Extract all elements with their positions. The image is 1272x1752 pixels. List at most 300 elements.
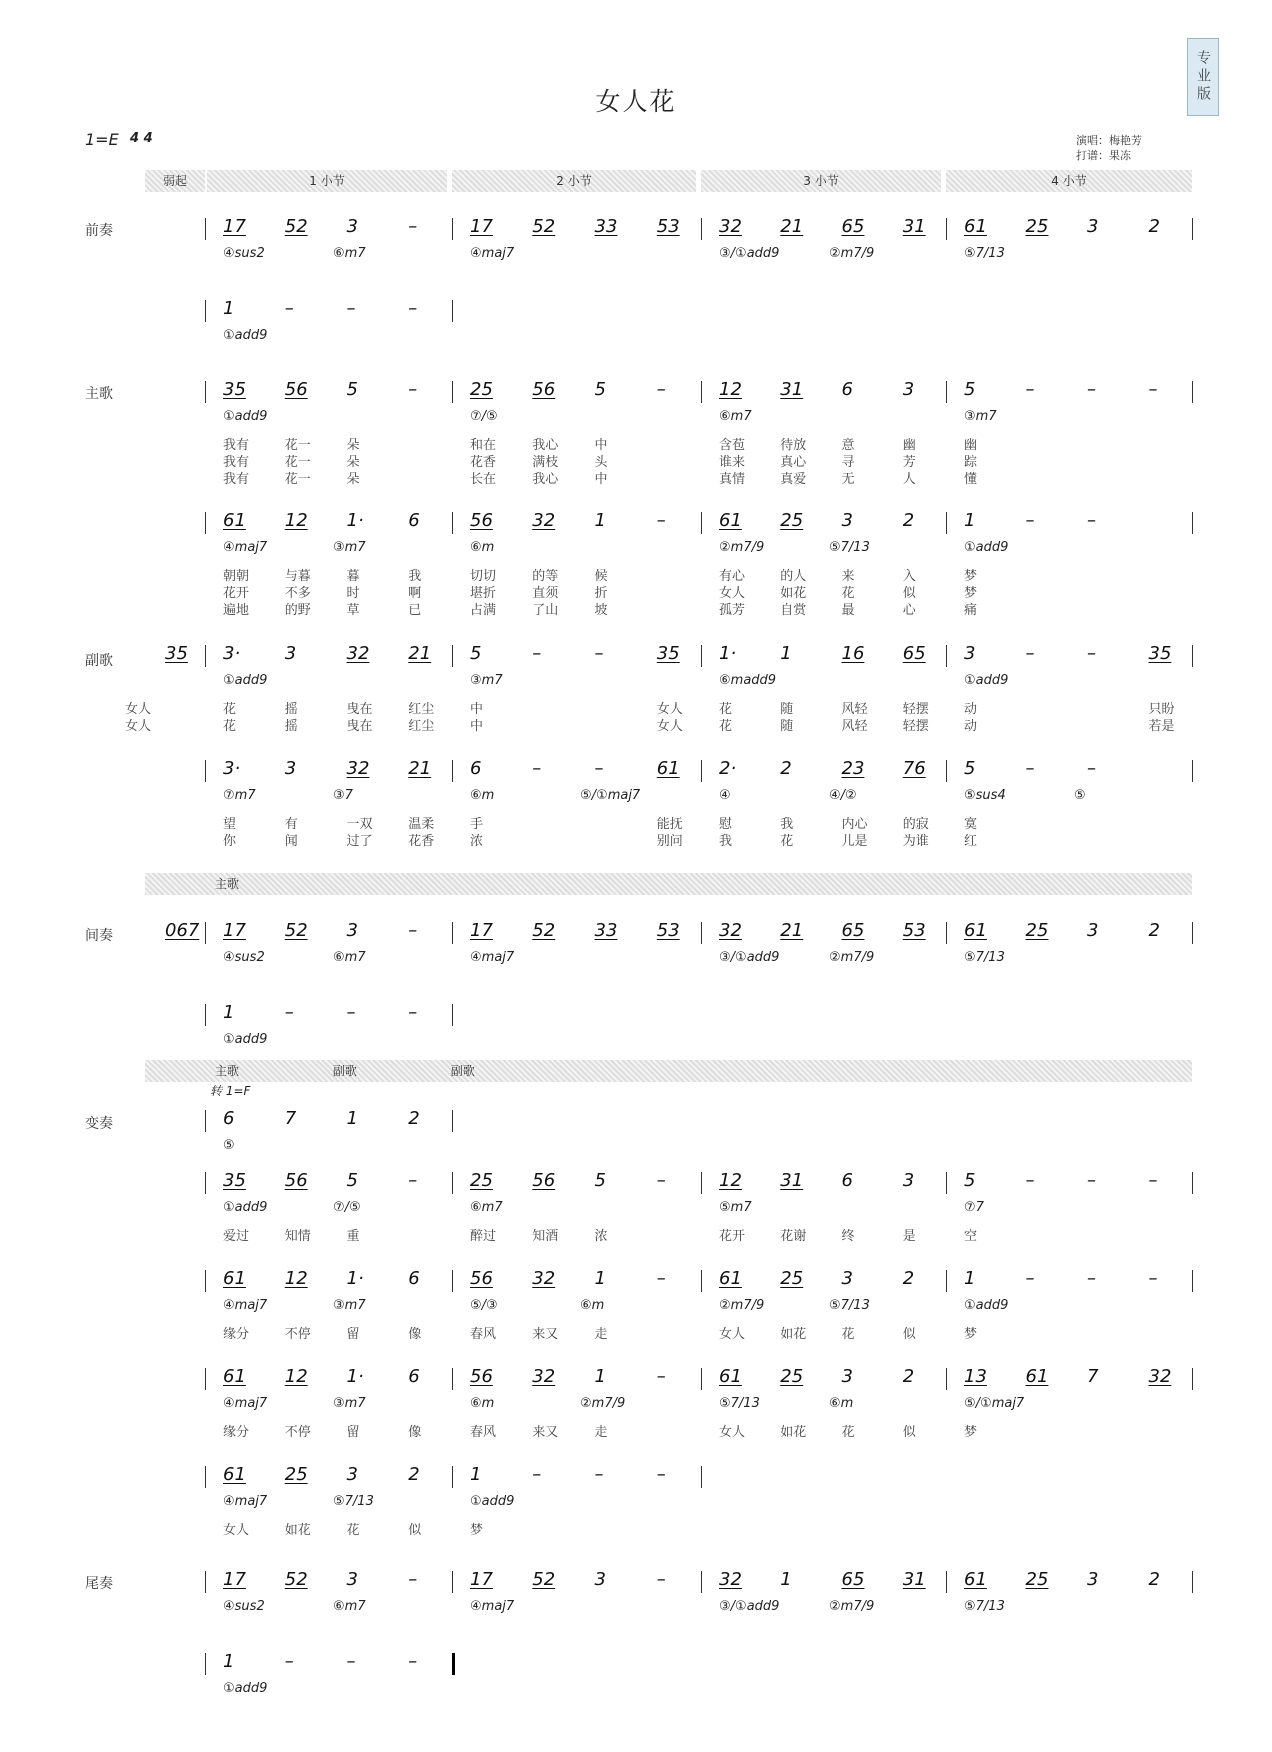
- bar-line: [205, 300, 206, 322]
- note: –: [408, 298, 418, 319]
- chord-symbol: ③m7: [333, 540, 366, 555]
- chord-symbol: ⑤7/13: [964, 950, 1005, 965]
- note: 65: [841, 216, 865, 237]
- lyric: 我有: [223, 472, 250, 487]
- lyric: 儿是: [841, 834, 868, 849]
- bar-line: [1192, 1368, 1193, 1390]
- chord-symbol: ⑤7/13: [719, 1396, 760, 1411]
- chord-symbol: ④maj7: [470, 1599, 515, 1614]
- note: –: [1087, 510, 1096, 531]
- lyric: 摇: [284, 719, 298, 734]
- lyric: 一双: [346, 817, 373, 832]
- lyric: 长在: [470, 472, 497, 487]
- lyric: 我有: [223, 438, 250, 453]
- lyric: 不停: [284, 1327, 311, 1342]
- lyric: 不停: [284, 1425, 311, 1440]
- note: 31: [902, 216, 926, 237]
- note: 5: [964, 1170, 976, 1191]
- note: 1: [964, 1268, 976, 1289]
- lyric: 的人: [780, 569, 807, 584]
- lyric: 花: [841, 1425, 855, 1440]
- lyric: 人: [902, 472, 916, 487]
- chord-symbol: ②m7/9: [829, 246, 875, 261]
- bar-line: [946, 381, 947, 403]
- note: –: [1087, 1268, 1096, 1289]
- lyric: 我: [719, 834, 733, 849]
- note: 5: [470, 643, 482, 664]
- chord-symbol: ⑤/①maj7: [580, 788, 641, 803]
- note: 6: [841, 379, 853, 400]
- note: 1: [594, 510, 606, 531]
- lyric: 缘分: [223, 1425, 250, 1440]
- bar-line: [205, 218, 206, 240]
- note: 32: [532, 510, 556, 531]
- note: –: [656, 1170, 666, 1191]
- lyric: 的寂: [902, 817, 929, 832]
- note: –: [1025, 1170, 1035, 1191]
- lyric: 满枝: [532, 455, 559, 470]
- bar-line: [205, 1466, 206, 1488]
- note: 5: [594, 379, 606, 400]
- lyric: 女人: [223, 1523, 250, 1538]
- bar-line: [452, 922, 453, 944]
- lyric: 朵: [346, 472, 360, 487]
- lyric: 踪: [964, 455, 978, 470]
- lyric: 随: [780, 719, 794, 734]
- chord-symbol: ②m7/9: [580, 1396, 626, 1411]
- performer: 演唱：梅艳芳: [1076, 134, 1142, 147]
- note: 1: [346, 1108, 358, 1129]
- lyric: 梦: [470, 1523, 484, 1538]
- note: 52: [532, 1569, 556, 1590]
- note: 32: [346, 643, 370, 664]
- bar-line: [701, 1172, 702, 1194]
- note: –: [284, 1002, 294, 1023]
- note: 12: [719, 1170, 742, 1191]
- note: –: [1025, 379, 1035, 400]
- note: 1: [780, 643, 792, 664]
- note: 5: [594, 1170, 606, 1191]
- note: 32: [719, 920, 742, 941]
- note: 25: [470, 1170, 493, 1191]
- note: 33: [594, 920, 618, 941]
- note: 35: [1148, 643, 1172, 664]
- key-signature: 1=E: [85, 130, 119, 149]
- lyric: 草: [346, 603, 360, 618]
- lyric: 知情: [284, 1229, 311, 1244]
- note: 6: [470, 758, 482, 779]
- lyric: 真心: [780, 455, 807, 470]
- note: 3: [346, 1464, 358, 1485]
- lyric: 芳: [902, 455, 916, 470]
- chord-symbol: ③m7: [333, 1396, 366, 1411]
- bar-line: [452, 300, 453, 322]
- time-signature: 4 4: [130, 131, 153, 146]
- lyric: 意: [841, 438, 855, 453]
- lyric: 不多: [284, 586, 311, 601]
- chord-symbol: ⑤: [1074, 788, 1086, 803]
- chord-symbol: ②m7/9: [829, 950, 875, 965]
- section-label-chorus: 副歌: [85, 653, 113, 669]
- chord-symbol: ③m7: [470, 673, 503, 688]
- section-label-variation: 变奏: [85, 1116, 113, 1132]
- bar-line: [1192, 512, 1193, 534]
- section-label-verse: 主歌: [85, 386, 113, 402]
- chord-symbol: ④maj7: [470, 950, 515, 965]
- modulation-mark: 转 1=F: [210, 1084, 251, 1098]
- note: 56: [532, 379, 556, 400]
- note: 3·: [223, 758, 241, 779]
- lyric: 为谁: [902, 834, 929, 849]
- lyric: 女人: [719, 586, 746, 601]
- bar-line: [452, 1653, 455, 1675]
- lyric: 能抚: [656, 817, 683, 832]
- chord-symbol: ④sus2: [223, 950, 265, 965]
- note: 17: [223, 920, 246, 941]
- note: 2: [902, 510, 915, 531]
- lyric: 无: [841, 472, 855, 487]
- note: –: [408, 216, 418, 237]
- chord-symbol: ②m7/9: [719, 540, 765, 555]
- note: 61: [223, 1464, 246, 1485]
- lyric: 幽: [902, 438, 916, 453]
- note: 2: [408, 1464, 420, 1485]
- note: 53: [902, 920, 926, 941]
- note: –: [1087, 379, 1096, 400]
- chord-symbol: ④maj7: [470, 246, 515, 261]
- note: –: [1148, 1170, 1158, 1191]
- chord-symbol: ⑦7: [964, 1200, 984, 1215]
- note: 17: [470, 1569, 493, 1590]
- lyric: 动: [964, 719, 978, 734]
- note: –: [1087, 758, 1096, 779]
- bar-line: [452, 1571, 453, 1593]
- chord-symbol: ⑥m7: [333, 950, 366, 965]
- chord-symbol: ⑥m: [470, 788, 495, 803]
- lyric: 女人: [656, 719, 683, 734]
- lyric: 闻: [284, 834, 298, 849]
- bar-line: [701, 512, 702, 534]
- note: –: [1148, 379, 1158, 400]
- note: 17: [470, 216, 493, 237]
- lyric: 花谢: [780, 1229, 807, 1244]
- note: 3·: [223, 643, 241, 664]
- lyric: 留: [346, 1425, 360, 1440]
- song-title: 女人花: [595, 87, 677, 116]
- lyric: 自赏: [780, 603, 807, 618]
- chord-symbol: ①add9: [964, 1298, 1009, 1313]
- note: –: [656, 1569, 666, 1590]
- bar-line: [946, 1172, 947, 1194]
- note: 1: [780, 1569, 792, 1590]
- bar-line: [701, 760, 702, 782]
- note: 33: [594, 216, 618, 237]
- lyric: 终: [841, 1229, 855, 1244]
- lyric: 我有: [223, 455, 250, 470]
- bar-line: [701, 1270, 702, 1292]
- note: 3: [346, 920, 358, 941]
- note: 5: [964, 379, 976, 400]
- lyric: 中: [470, 719, 484, 734]
- note: 52: [532, 216, 556, 237]
- note: –: [408, 1002, 418, 1023]
- note: 1·: [346, 1366, 364, 1387]
- chord-symbol: ④/②: [829, 788, 857, 803]
- note: 2: [780, 758, 792, 779]
- chord-symbol: ③7: [333, 788, 353, 803]
- lyric: 如花: [284, 1523, 311, 1538]
- bar-line: [452, 645, 453, 667]
- lyric: 只盼: [1148, 702, 1175, 717]
- lyric: 痛: [964, 603, 978, 618]
- bar-line: [1192, 760, 1193, 782]
- note: 3: [1087, 920, 1099, 941]
- note: 56: [532, 1170, 556, 1191]
- note: –: [656, 1464, 666, 1485]
- lyric: 浓: [470, 834, 484, 849]
- note: 52: [532, 920, 556, 941]
- lyric: 女人: [125, 719, 152, 734]
- lyric: 走: [594, 1425, 608, 1440]
- note: –: [532, 1464, 542, 1485]
- chord-symbol: ⑤7/13: [964, 246, 1005, 261]
- note: 61: [656, 758, 680, 779]
- bar-line: [946, 1571, 947, 1593]
- bar-line: [205, 1110, 206, 1132]
- bar-line: [1192, 1270, 1193, 1292]
- chord-symbol: ①add9: [223, 1681, 268, 1696]
- lyric: 花一: [284, 455, 311, 470]
- note: 6: [223, 1108, 235, 1129]
- lyric: 像: [408, 1327, 422, 1342]
- note: –: [408, 920, 418, 941]
- section-label-outro: 尾奏: [85, 1576, 113, 1592]
- note: 17: [470, 920, 493, 941]
- note: 35: [223, 379, 246, 400]
- bar-line: [701, 1466, 702, 1488]
- note: –: [1025, 758, 1035, 779]
- note: –: [1025, 643, 1035, 664]
- lyric: 朵: [346, 438, 360, 453]
- lyric: 最: [841, 603, 855, 618]
- note: 7: [284, 1108, 297, 1129]
- lyric: 女人: [719, 1425, 746, 1440]
- bar-line: [1192, 381, 1193, 403]
- lyric: 花: [346, 1523, 360, 1538]
- lyric: 头: [594, 455, 608, 470]
- note: 1: [594, 1366, 606, 1387]
- chord-symbol: ③/①add9: [719, 950, 780, 965]
- bar-line: [701, 381, 702, 403]
- section-label-interlude: 间奏: [85, 928, 113, 944]
- lyric: 手: [470, 817, 484, 832]
- note: 3: [841, 1268, 853, 1289]
- note: 61: [223, 510, 246, 531]
- chord-symbol: ⑥m7: [719, 409, 752, 424]
- bar-line: [701, 922, 702, 944]
- note: 61: [719, 510, 742, 531]
- lyric: 春风: [470, 1327, 497, 1342]
- note: 25: [470, 379, 493, 400]
- note: 3: [346, 1569, 358, 1590]
- chord-symbol: ①add9: [964, 673, 1009, 688]
- note: 25: [1025, 920, 1049, 941]
- note: 12: [284, 1268, 308, 1289]
- chord-symbol: ④sus2: [223, 246, 265, 261]
- lyric: 浓: [594, 1229, 608, 1244]
- lyric: 醉过: [470, 1229, 497, 1244]
- note: 2·: [719, 758, 737, 779]
- lyric: 春风: [470, 1425, 497, 1440]
- lyric: 若是: [1148, 719, 1175, 734]
- note: –: [284, 1651, 294, 1672]
- note: 32: [346, 758, 370, 779]
- lyric: 温柔: [408, 817, 435, 832]
- lyric: 寞: [964, 817, 978, 832]
- lyric: 摇: [284, 702, 298, 717]
- note: 3: [841, 510, 853, 531]
- note: 21: [780, 920, 804, 941]
- note: 067: [165, 920, 200, 941]
- lyric: 谁来: [719, 455, 746, 470]
- lyric: 曳在: [346, 702, 373, 717]
- lyric: 内心: [841, 817, 868, 832]
- note: 2: [902, 1366, 915, 1387]
- bar-line: [452, 1270, 453, 1292]
- note: 35: [223, 1170, 246, 1191]
- bar-line: [1192, 922, 1193, 944]
- note: –: [1025, 510, 1035, 531]
- note: 32: [532, 1268, 556, 1289]
- note: 56: [470, 1268, 493, 1289]
- note: 31: [780, 1170, 804, 1191]
- note: 23: [841, 758, 865, 779]
- lyric: 花: [719, 719, 733, 734]
- note: 65: [902, 643, 926, 664]
- note: 2: [1148, 216, 1160, 237]
- lyric: 花一: [284, 438, 311, 453]
- note: 1: [594, 1268, 606, 1289]
- bar-line: [1192, 645, 1193, 667]
- lyric: 占满: [470, 603, 497, 618]
- band-label: 主歌: [215, 877, 240, 891]
- lyric: 红尘: [408, 719, 435, 734]
- chord-symbol: ④maj7: [223, 1396, 268, 1411]
- note: –: [594, 643, 604, 664]
- note: 3: [902, 379, 915, 400]
- note: 25: [780, 1268, 804, 1289]
- note: –: [346, 298, 356, 319]
- lyric: 坡: [594, 603, 608, 618]
- note: 32: [719, 1569, 742, 1590]
- note: 61: [1025, 1366, 1049, 1387]
- lyric: 如花: [780, 1425, 807, 1440]
- lyric: 来又: [532, 1425, 559, 1440]
- note: –: [284, 298, 294, 319]
- note: –: [346, 1651, 356, 1672]
- note: 1: [470, 1464, 482, 1485]
- bar-line: [701, 1368, 702, 1390]
- note: 1: [223, 1002, 235, 1023]
- lyric: 待放: [780, 438, 807, 453]
- chord-symbol: ③m7: [333, 1298, 366, 1313]
- bar-line: [205, 922, 206, 944]
- chord-symbol: ⑤7/13: [333, 1494, 374, 1509]
- note: –: [1025, 1268, 1035, 1289]
- lyric: 朵: [346, 455, 360, 470]
- lyric: 知酒: [532, 1229, 559, 1244]
- bar-line: [452, 1004, 453, 1026]
- note: 61: [223, 1268, 246, 1289]
- lyric: 懂: [964, 472, 978, 487]
- bar-line: [452, 381, 453, 403]
- section-label-prelude: 前奏: [85, 223, 113, 239]
- note: 56: [284, 379, 308, 400]
- bar-line: [452, 1172, 453, 1194]
- bar-line: [946, 760, 947, 782]
- band-label: 主歌: [215, 1064, 240, 1078]
- bar-line: [205, 645, 206, 667]
- chord-symbol: ⑤/①maj7: [964, 1396, 1025, 1411]
- note: 1·: [346, 1268, 364, 1289]
- note: 17: [223, 1569, 246, 1590]
- lyric: 过了: [346, 834, 373, 849]
- lyric: 花香: [470, 455, 497, 470]
- note: 32: [532, 1366, 556, 1387]
- lyric: 啊: [408, 586, 422, 601]
- bar-line: [205, 381, 206, 403]
- lyric: 遍地: [223, 603, 250, 618]
- note: 16: [841, 643, 865, 664]
- section-band-2: [145, 1060, 1192, 1082]
- chord-symbol: ⑦/⑤: [333, 1200, 361, 1215]
- bar-line: [452, 218, 453, 240]
- lyric: 含苞: [719, 438, 746, 453]
- note: 6: [841, 1170, 853, 1191]
- lyric: 女人: [125, 702, 152, 717]
- lyric: 入: [902, 569, 916, 584]
- chord-symbol: ③/①add9: [719, 246, 780, 261]
- chord-symbol: ③m7: [964, 409, 997, 424]
- chord-symbol: ⑤/③: [470, 1298, 498, 1313]
- lyric: 中: [594, 472, 608, 487]
- note: 61: [964, 1569, 987, 1590]
- bar-line: [452, 1110, 453, 1132]
- lyric: 像: [408, 1425, 422, 1440]
- note: 52: [284, 216, 308, 237]
- lyric: 风轻: [841, 719, 868, 734]
- note: 12: [719, 379, 742, 400]
- note: 3: [902, 1170, 915, 1191]
- bar-line: [1192, 218, 1193, 240]
- chord-symbol: ⑥m7: [333, 1599, 366, 1614]
- lyric: 已: [408, 603, 422, 618]
- section-band-1: [145, 873, 1192, 895]
- credits: [1076, 133, 1142, 163]
- lyric: 花一: [284, 472, 311, 487]
- bar-line: [1192, 1571, 1193, 1593]
- note: 52: [284, 920, 308, 941]
- lyric: 是: [902, 1229, 916, 1244]
- lyric: 直须: [532, 586, 559, 601]
- note: –: [408, 379, 418, 400]
- lyric: 花: [780, 834, 794, 849]
- lyric: 你: [223, 834, 237, 849]
- chord-symbol: ⑥m: [580, 1298, 605, 1313]
- lyric: 真爱: [780, 472, 807, 487]
- note: 1: [223, 298, 235, 319]
- ruler-bar-2: 2 小节: [452, 170, 696, 192]
